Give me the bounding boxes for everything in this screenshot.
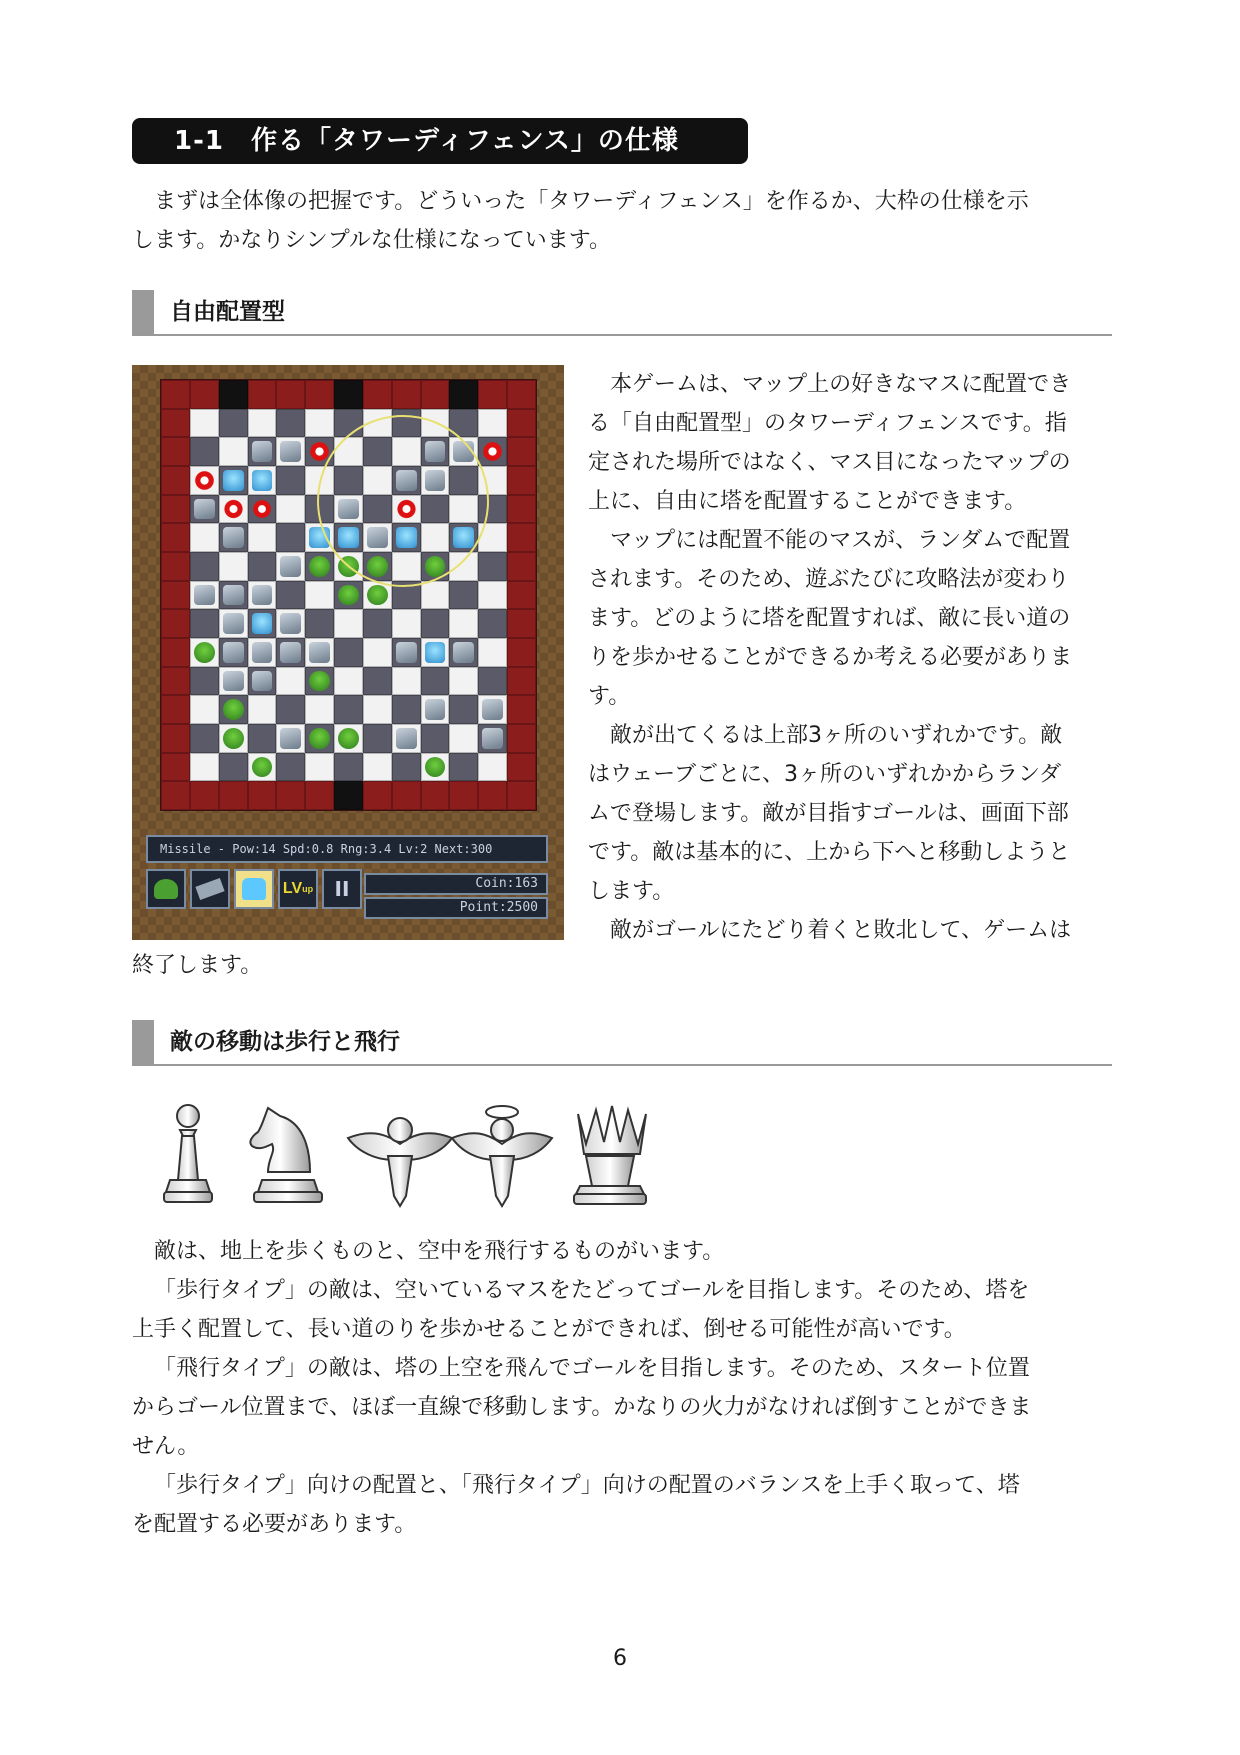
ice-tower-icon — [252, 613, 273, 634]
board-cell[interactable] — [305, 552, 334, 581]
missile-tower-icon — [453, 642, 474, 663]
board-cell[interactable] — [161, 380, 190, 409]
board-cell[interactable] — [190, 609, 219, 638]
board-cell[interactable] — [161, 667, 190, 696]
board-cell[interactable] — [161, 695, 190, 724]
section2-line: からゴール位置まで、ほぼ一直線で移動します。かなりの火力がなければ倒すことができま — [132, 1395, 1032, 1420]
section-heading-label: 敵の移動は歩行と飛行 — [170, 1029, 400, 1055]
board-cell[interactable] — [276, 667, 305, 696]
board-cell[interactable] — [507, 695, 536, 724]
board-cell[interactable] — [161, 753, 190, 782]
chapter-heading: 1-1 作る「タワーディフェンス」の仕様 — [132, 118, 748, 164]
green-tower-icon — [223, 699, 244, 720]
missile-tower-icon — [194, 585, 215, 606]
board-cell[interactable] — [248, 581, 277, 610]
board-cell[interactable] — [219, 638, 248, 667]
section1-line: る「自由配置型」のタワーディフェンスです。指 — [588, 411, 1067, 436]
missile-tower-icon — [223, 642, 244, 663]
missile-tower-icon — [252, 671, 273, 692]
missile-tower-icon — [223, 671, 244, 692]
board-cell[interactable] — [334, 581, 363, 610]
board-cell[interactable] — [161, 609, 190, 638]
board-cell[interactable] — [248, 609, 277, 638]
board-cell[interactable] — [276, 724, 305, 753]
board-cell[interactable] — [161, 781, 190, 810]
board-cell[interactable] — [219, 437, 248, 466]
board-cell[interactable] — [161, 466, 190, 495]
board-cell[interactable] — [190, 523, 219, 552]
board-cell[interactable] — [507, 667, 536, 696]
red-tower-icon — [482, 441, 503, 462]
board-cell[interactable] — [363, 753, 392, 782]
board-cell[interactable] — [305, 695, 334, 724]
board-cell[interactable] — [276, 581, 305, 610]
green-tower-button[interactable] — [146, 869, 186, 909]
board-cell[interactable] — [276, 552, 305, 581]
board-cell[interactable] — [478, 753, 507, 782]
green-tower-icon — [309, 728, 330, 749]
section1-line: ムで登場します。敵が目指すゴールは、画面下部 — [588, 801, 1069, 826]
board-cell[interactable] — [276, 380, 305, 409]
board-cell[interactable] — [248, 466, 277, 495]
board-cell[interactable] — [334, 724, 363, 753]
board-cell[interactable] — [392, 667, 421, 696]
board-cell[interactable] — [507, 409, 536, 438]
board-cell[interactable] — [219, 495, 248, 524]
board-cell[interactable] — [449, 667, 478, 696]
section-heading-bar — [132, 290, 154, 334]
board-cell[interactable] — [161, 437, 190, 466]
intro-paragraph — [132, 182, 1112, 260]
section1-line: 敵がゴールにたどり着くと敗北して、ゲームは — [610, 918, 1072, 943]
section2-line: 上手く配置して、長い道のりを歩かせることができれば、倒せる可能性が高いです。 — [132, 1317, 966, 1342]
board-cell[interactable] — [305, 781, 334, 810]
red-tower-icon — [223, 499, 244, 520]
board-cell[interactable] — [392, 380, 421, 409]
section1-text — [588, 365, 1108, 950]
board-cell[interactable] — [190, 437, 219, 466]
board-cell[interactable] — [392, 695, 421, 724]
level-up-label: LV — [282, 880, 303, 897]
section1-line: はウェーブごとに、3ヶ所のいずれかからランダ — [588, 762, 1062, 787]
board-cell[interactable] — [305, 409, 334, 438]
intro-line: します。かなりシンプルな仕様になっています。 — [132, 228, 612, 253]
board-cell[interactable] — [305, 724, 334, 753]
section1-line: されます。そのため、遊ぶたびに攻略法が変わり — [588, 567, 1070, 592]
board-cell[interactable] — [334, 638, 363, 667]
board-cell[interactable] — [507, 609, 536, 638]
pause-button[interactable] — [322, 869, 362, 909]
board-cell[interactable] — [190, 695, 219, 724]
board-cell[interactable] — [248, 753, 277, 782]
board-cell[interactable] — [478, 552, 507, 581]
board-cell[interactable] — [190, 495, 219, 524]
missile-tower-icon — [396, 728, 417, 749]
section-heading-label: 自由配置型 — [170, 299, 285, 325]
section1-tail: 終了します。 — [132, 953, 263, 978]
missile-tower-icon — [309, 642, 330, 663]
board-cell[interactable] — [334, 667, 363, 696]
section-heading-enemy-movement — [132, 1020, 1112, 1066]
ice-tower-button[interactable] — [234, 869, 274, 909]
green-tower-icon — [309, 671, 330, 692]
section2-line: を配置する必要があります。 — [132, 1512, 417, 1537]
section1-line: りを歩かせることができるか考える必要がありま — [588, 645, 1073, 670]
board-cell[interactable] — [363, 609, 392, 638]
green-tower-icon — [252, 757, 273, 778]
intro-line: まずは全体像の把握です。どういった「タワーディフェンス」を作るか、大枠の仕様を示 — [154, 189, 1029, 214]
missile-tower-icon — [194, 499, 215, 520]
point-readout: Point:2500 — [364, 897, 548, 919]
board-cell[interactable] — [161, 724, 190, 753]
board-cell[interactable] — [421, 724, 450, 753]
board-cell[interactable] — [305, 638, 334, 667]
section2-line: せん。 — [132, 1434, 200, 1459]
green-tower-icon — [425, 757, 446, 778]
board-cell[interactable] — [478, 695, 507, 724]
board-cell[interactable] — [190, 724, 219, 753]
level-up-sub: up — [302, 884, 314, 894]
green-tower-icon — [367, 585, 388, 606]
board-cell[interactable] — [161, 638, 190, 667]
board-cell[interactable] — [449, 581, 478, 610]
missile-tower-icon — [223, 613, 244, 634]
missile-tower-icon — [280, 556, 301, 577]
ice-tower-icon — [242, 878, 266, 900]
section2-line: 「歩行タイプ」の敵は、空いているマスをたどってゴールを目指します。そのため、塔を — [154, 1278, 1030, 1303]
missile-tower-icon — [396, 642, 417, 663]
section1-line: マップには配置不能のマスが、ランダムで配置 — [610, 528, 1071, 553]
section2-line: 「歩行タイプ」向けの配置と、「飛行タイプ」向けの配置のバランスを上手く取って、塔 — [154, 1473, 1020, 1498]
board-cell[interactable] — [219, 523, 248, 552]
board-cell[interactable] — [421, 609, 450, 638]
board-cell[interactable] — [363, 667, 392, 696]
board-cell[interactable] — [276, 609, 305, 638]
board-cell[interactable] — [190, 667, 219, 696]
missile-tower-icon — [482, 728, 503, 749]
board-cell[interactable] — [161, 523, 190, 552]
section-heading-bar — [132, 1020, 154, 1064]
missile-tower-icon — [280, 613, 301, 634]
missile-tower-icon — [252, 642, 273, 663]
board-cell[interactable] — [161, 409, 190, 438]
pause-icon: II — [334, 877, 350, 901]
board-cell[interactable] — [305, 380, 334, 409]
board-cell[interactable] — [392, 638, 421, 667]
board-cell[interactable] — [421, 638, 450, 667]
tower-status-bar: Missile - Pow:14 Spd:0.8 Rng:3.4 Lv:2 Next:300 — [146, 835, 548, 863]
page-number: 6 — [613, 1646, 627, 1671]
board-cell[interactable] — [305, 581, 334, 610]
board-cell[interactable] — [363, 380, 392, 409]
queen-icon — [574, 1106, 646, 1204]
board-cell[interactable] — [363, 695, 392, 724]
knight-icon — [250, 1108, 322, 1202]
board-cell[interactable] — [392, 753, 421, 782]
board-cell[interactable] — [219, 667, 248, 696]
section1-line: です。敵は基本的に、上から下へと移動しようと — [588, 840, 1071, 865]
board-cell[interactable] — [449, 609, 478, 638]
section2-text — [132, 1232, 1112, 1544]
board-cell[interactable] — [478, 781, 507, 810]
green-tower-icon — [154, 879, 178, 899]
section1-line: 本ゲームは、マップ上の好きなマスに配置でき — [610, 372, 1072, 397]
board-cell[interactable] — [161, 552, 190, 581]
board-cell[interactable] — [507, 466, 536, 495]
board-cell[interactable] — [248, 695, 277, 724]
board-cell[interactable] — [334, 781, 363, 810]
board-cell[interactable] — [478, 609, 507, 638]
green-tower-icon — [338, 585, 359, 606]
board-cell[interactable] — [507, 437, 536, 466]
board-cell[interactable] — [190, 380, 219, 409]
board-cell[interactable] — [219, 781, 248, 810]
board-cell[interactable] — [219, 581, 248, 610]
board-cell[interactable] — [219, 466, 248, 495]
board-cell[interactable] — [276, 753, 305, 782]
red-tower-icon — [194, 470, 215, 491]
board-cell[interactable] — [248, 667, 277, 696]
board-cell[interactable] — [421, 753, 450, 782]
missile-tower-icon — [280, 728, 301, 749]
missile-tower-icon — [280, 642, 301, 663]
coin-readout: Coin:163 — [364, 873, 548, 895]
board-cell[interactable] — [363, 781, 392, 810]
board-cell[interactable] — [161, 581, 190, 610]
tower-button-row — [146, 869, 362, 913]
board-cell[interactable] — [248, 437, 277, 466]
board-cell[interactable] — [421, 695, 450, 724]
board-cell[interactable] — [334, 380, 363, 409]
missile-tower-icon — [425, 699, 446, 720]
board-cell[interactable] — [478, 638, 507, 667]
board-cell[interactable] — [478, 667, 507, 696]
board-cell[interactable] — [507, 724, 536, 753]
board-cell[interactable] — [248, 724, 277, 753]
missile-tower-icon — [252, 585, 273, 606]
board-cell[interactable] — [219, 409, 248, 438]
board-cell[interactable] — [392, 781, 421, 810]
section1-line: す。 — [588, 684, 631, 709]
board-cell[interactable] — [478, 409, 507, 438]
board-cell[interactable] — [478, 380, 507, 409]
board-cell[interactable] — [248, 638, 277, 667]
board-cell[interactable] — [219, 609, 248, 638]
board-cell[interactable] — [161, 495, 190, 524]
board-cell[interactable] — [507, 581, 536, 610]
board-cell[interactable] — [449, 724, 478, 753]
board-cell[interactable] — [248, 781, 277, 810]
board-cell[interactable] — [190, 552, 219, 581]
board-cell[interactable] — [276, 466, 305, 495]
missile-tower-button[interactable] — [190, 869, 230, 909]
board-cell[interactable] — [392, 724, 421, 753]
board-cell[interactable] — [219, 552, 248, 581]
board-cell[interactable] — [363, 724, 392, 753]
board-cell[interactable] — [421, 667, 450, 696]
board-cell[interactable] — [305, 609, 334, 638]
angel-icon — [452, 1106, 552, 1206]
board-cell[interactable] — [421, 380, 450, 409]
board-cell[interactable] — [190, 466, 219, 495]
board-cell[interactable] — [276, 409, 305, 438]
enemy-pieces — [150, 1100, 710, 1210]
section1-line: します。 — [588, 879, 675, 904]
board-cell[interactable] — [276, 638, 305, 667]
board-cell[interactable] — [248, 409, 277, 438]
board-cell[interactable] — [276, 523, 305, 552]
board-cell[interactable] — [363, 638, 392, 667]
ice-tower-icon — [223, 470, 244, 491]
board-cell[interactable] — [276, 695, 305, 724]
ice-tower-icon — [425, 642, 446, 663]
ice-tower-icon — [252, 470, 273, 491]
board-cell[interactable] — [478, 437, 507, 466]
board-cell[interactable] — [334, 695, 363, 724]
level-up-button[interactable] — [278, 869, 318, 909]
missile-tower-icon — [252, 441, 273, 462]
board-cell[interactable] — [449, 781, 478, 810]
green-tower-icon — [194, 642, 215, 663]
board-cell[interactable] — [334, 753, 363, 782]
section1-line: ます。どのように塔を配置すれば、敵に長い道の — [588, 606, 1071, 631]
board-cell[interactable] — [219, 695, 248, 724]
board-cell[interactable] — [248, 523, 277, 552]
red-tower-icon — [252, 499, 273, 520]
board-cell[interactable] — [276, 437, 305, 466]
missile-tower-icon — [482, 699, 503, 720]
board-cell[interactable] — [421, 781, 450, 810]
board-cell[interactable] — [248, 552, 277, 581]
board-cell[interactable] — [449, 695, 478, 724]
missile-tower-icon — [223, 527, 244, 548]
board-cell[interactable] — [449, 638, 478, 667]
section-heading-free-placement — [132, 290, 1112, 336]
board-cell[interactable] — [305, 667, 334, 696]
missile-tower-icon — [223, 585, 244, 606]
board-cell[interactable] — [219, 724, 248, 753]
green-tower-icon — [338, 728, 359, 749]
board-cell[interactable] — [248, 380, 277, 409]
board-cell[interactable] — [190, 753, 219, 782]
green-tower-icon — [309, 556, 330, 577]
section1-line: 敵が出てくるは上部3ヶ所のいずれかです。敵 — [610, 723, 1063, 748]
green-tower-icon — [223, 728, 244, 749]
board-cell[interactable] — [392, 609, 421, 638]
board-cell[interactable] — [449, 753, 478, 782]
board-cell[interactable] — [219, 753, 248, 782]
board-cell[interactable] — [276, 781, 305, 810]
board-cell[interactable] — [190, 638, 219, 667]
missile-tower-icon — [195, 878, 224, 900]
pawn-icon — [164, 1105, 212, 1202]
game-screenshot — [132, 365, 564, 940]
section1-line: 上に、自由に塔を配置することができます。 — [588, 489, 1027, 514]
section1-line: 定された場所ではなく、マス目になったマップの — [588, 450, 1071, 475]
missile-tower-icon — [280, 441, 301, 462]
board-cell[interactable] — [507, 523, 536, 552]
board-cell[interactable] — [478, 724, 507, 753]
board-cell[interactable] — [507, 638, 536, 667]
board-cell[interactable] — [190, 781, 219, 810]
section2-line: 「飛行タイプ」の敵は、塔の上空を飛んでゴールを目指します。そのため、スタート位置 — [154, 1356, 1030, 1381]
board-cell[interactable] — [334, 609, 363, 638]
board-cell[interactable] — [449, 380, 478, 409]
board-cell[interactable] — [305, 753, 334, 782]
board-cell[interactable] — [507, 495, 536, 524]
board-cell[interactable] — [507, 753, 536, 782]
board-cell[interactable] — [190, 581, 219, 610]
eagle-icon — [348, 1118, 452, 1206]
board-cell[interactable] — [507, 781, 536, 810]
section2-line: 敵は、地上を歩くものと、空中を飛行するものがいます。 — [154, 1239, 725, 1264]
board-cell[interactable] — [421, 581, 450, 610]
board-cell[interactable] — [190, 409, 219, 438]
tower-range-circle — [317, 415, 489, 587]
board-cell[interactable] — [276, 495, 305, 524]
board-cell[interactable] — [219, 380, 248, 409]
board-cell[interactable] — [478, 581, 507, 610]
board-cell[interactable] — [507, 380, 536, 409]
board-cell[interactable] — [248, 495, 277, 524]
board-cell[interactable] — [507, 552, 536, 581]
